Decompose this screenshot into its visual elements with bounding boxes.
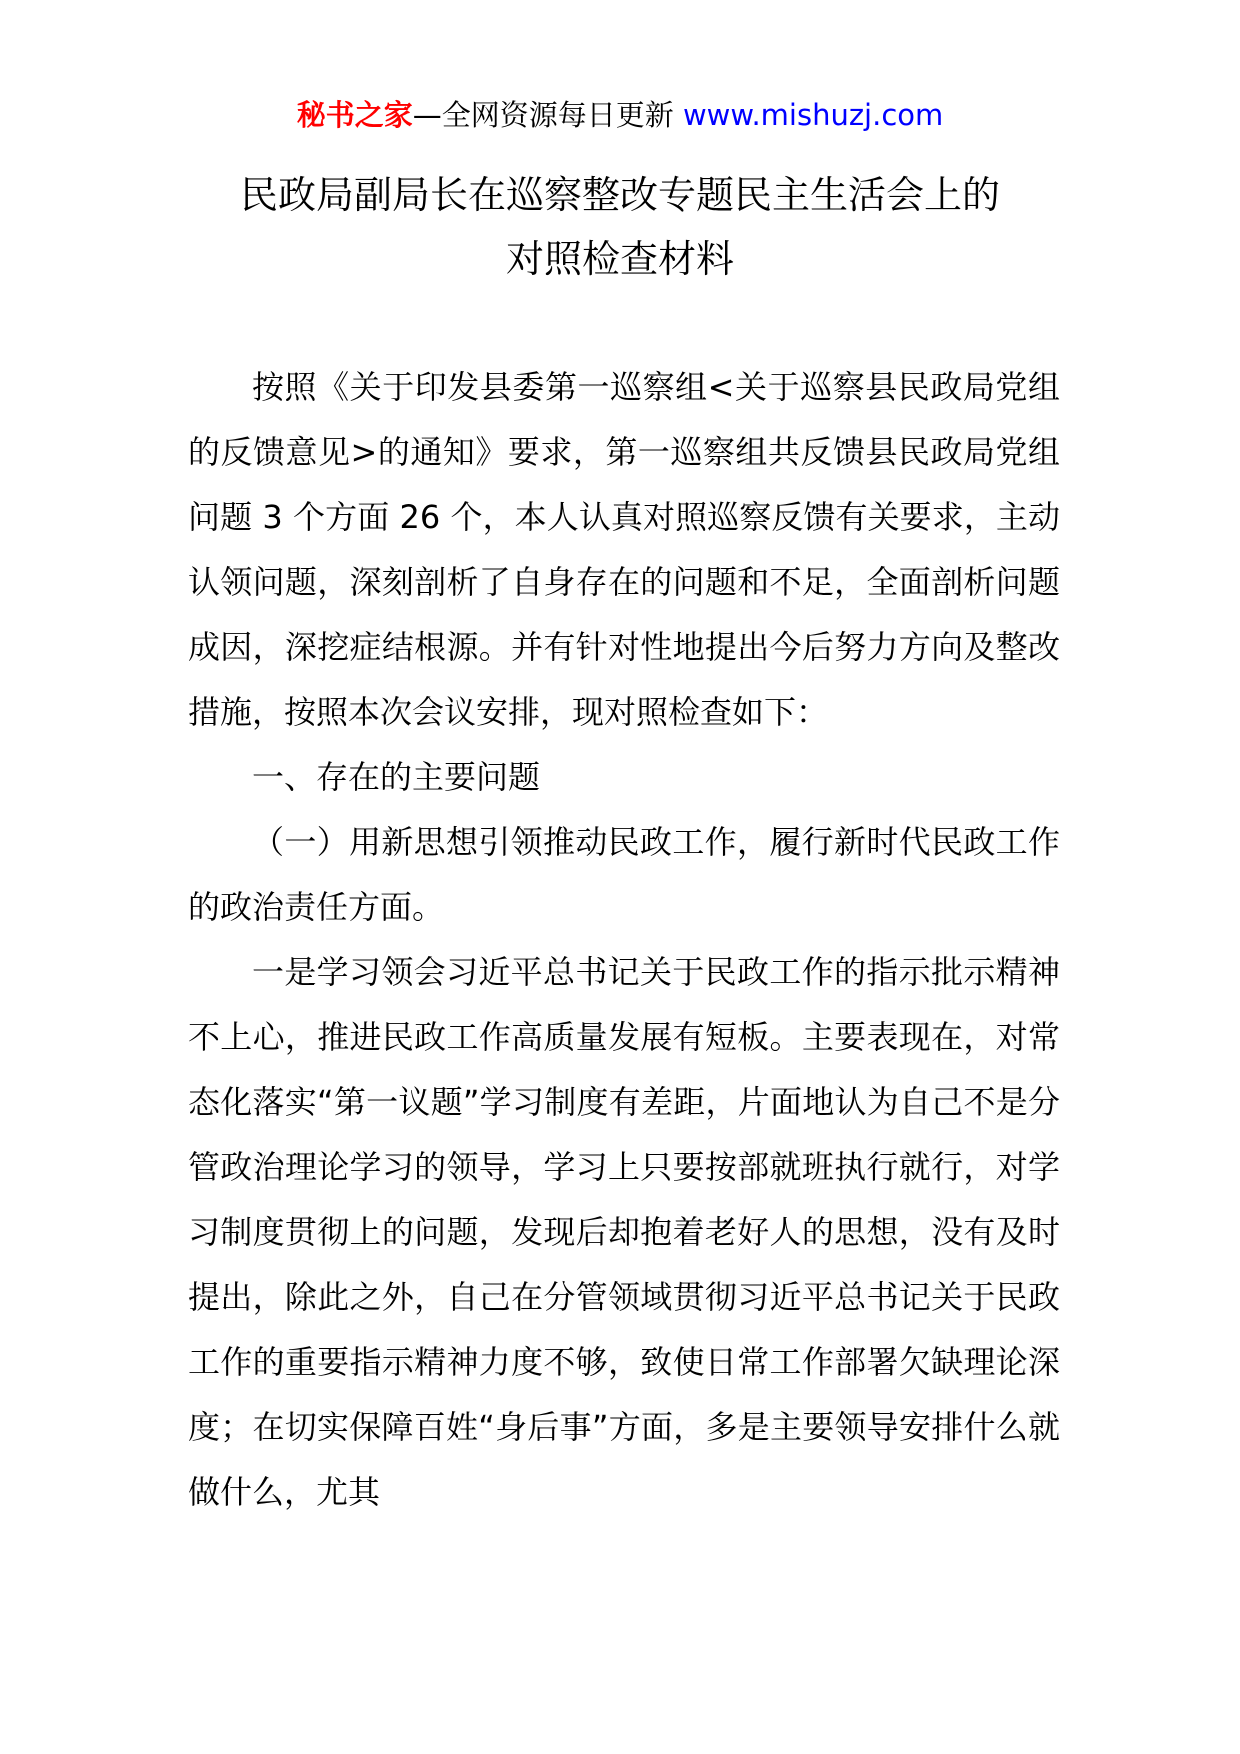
body-paragraph: 一是学习领会习近平总书记关于民政工作的指示批示精神不上心，推进民政工作高质量发展有短板。主要表现在，对常态化落实“第一议题”学习制度有差距，片面地认为自己不是分管政治理论学习的领导，学习上只要按部就班执行就行，对学习制度贯彻上的问题，发现后却抱着老好人的思想，没有及时提出，除此之外，自己在分管领域贯彻习近平总书记关于民政工作的重要指示精神力度不够，致使日常工作部署欠缺理论深度；在切实保障百姓“身后事”方面，多是主要领导安排什么就做什么，尤其 (188, 953, 1060, 1511)
document-title (0, 163, 1240, 291)
website-link[interactable]: www.mishuzj.com (682, 98, 944, 132)
section-heading: 一、存在的主要问题 (252, 758, 541, 796)
site-header (0, 98, 1240, 133)
header-slogan: —全网资源每日更新 (412, 98, 683, 132)
document-body (188, 355, 1060, 1525)
brand-name: 秘书之家 (296, 98, 413, 132)
title-line-1: 民政局副局长在巡察整改专题民主生活会上的 (239, 173, 1000, 217)
subsection-heading: （一）用新思想引领推动民政工作，履行新时代民政工作的政治责任方面。 (188, 823, 1060, 926)
title-line-2: 对照检查材料 (505, 237, 734, 281)
intro-paragraph: 按照《关于印发县委第一巡察组<关于巡察县民政局党组的反馈意见>的通知》要求，第一巡察组共反馈县民政局党组问题 3 个方面 26 个，本人认真对照巡察反馈有关要求，主动认领问题，深刻剖析了自身存在的问题和不足，全面剖析问题成因，深挖症结根源。并有针对性地提出今后努力方向及整改措施，按照本次会议安排，现对照检查如下： (188, 368, 1060, 731)
